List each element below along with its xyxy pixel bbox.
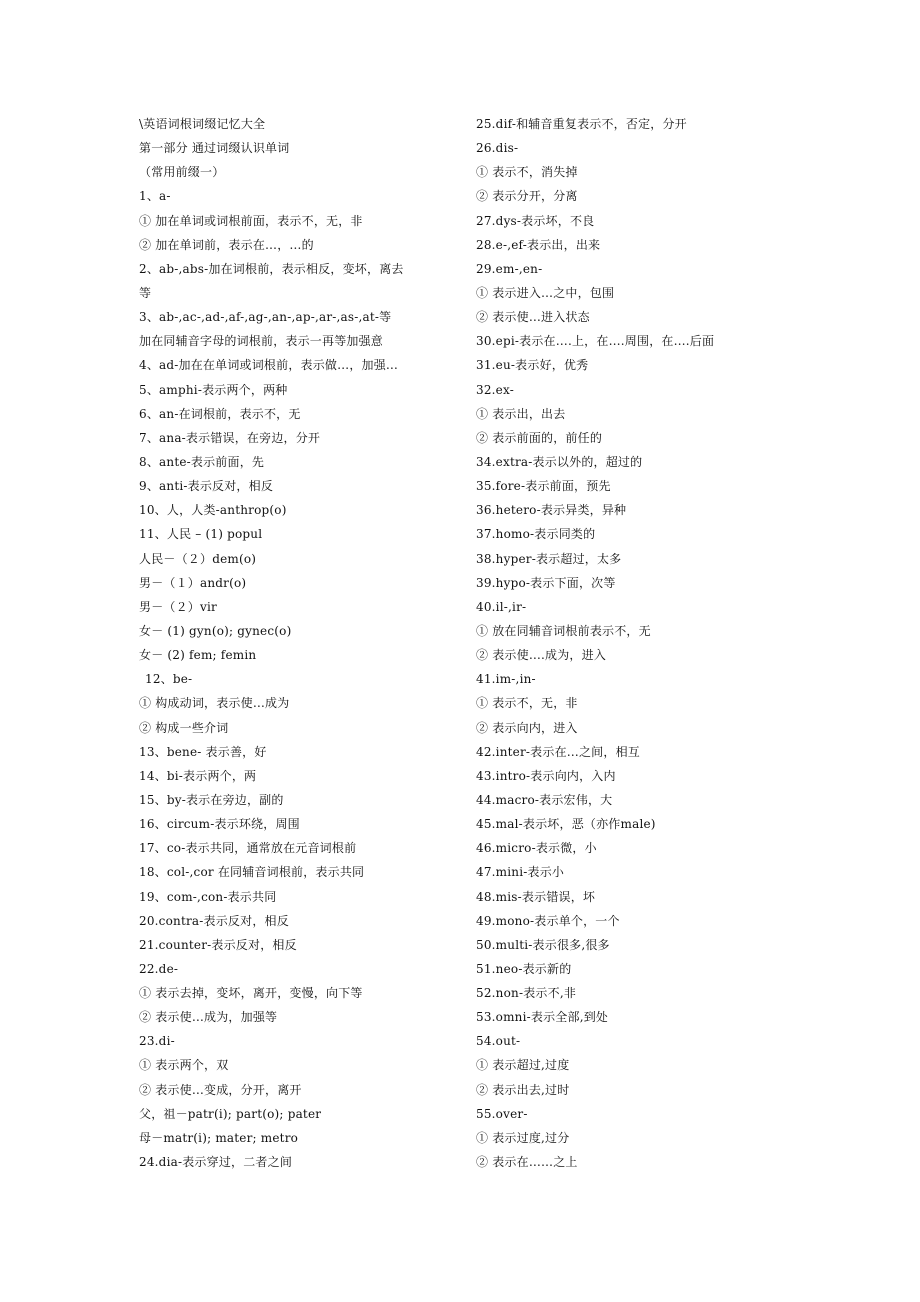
right-column-line: 40.il-,ir- (476, 599, 527, 614)
left-column-line: 12、be- (145, 672, 193, 687)
left-column-line: 19、com-,con-表示共同 (139, 889, 277, 904)
right-column-line: 39.hypo-表示下面，次等 (476, 575, 616, 590)
left-column (139, 112, 457, 1174)
left-column-line: 20.contra-表示反对，相反 (139, 913, 289, 928)
right-column-line: 52.non-表示不,非 (476, 986, 577, 1001)
left-column-line: 第一部分 通过词缀认识单词 (139, 141, 290, 156)
right-column-line: ② 表示向内，进入 (476, 720, 578, 735)
left-column-line: 4、ad-加在在单词或词根前，表示做…，加强… (139, 358, 399, 373)
right-column-line: 29.em-,en- (476, 261, 543, 276)
left-column-line: 17、co-表示共同，通常放在元音词根前 (139, 841, 357, 856)
left-column-line: 21.counter-表示反对，相反 (139, 937, 297, 952)
left-column-line: 8、ante-表示前面，先 (139, 454, 265, 469)
left-column-line: ② 加在单词前，表示在…，…的 (139, 237, 314, 252)
right-column-line: 49.mono-表示单个，一个 (476, 913, 620, 928)
right-column-line: ① 表示过度,过分 (476, 1130, 570, 1145)
right-column-line: 44.macro-表示宏伟，大 (476, 792, 613, 807)
left-column-line: 男－（１）andr(o) (139, 575, 247, 590)
left-column-line: 1、a- (139, 189, 171, 204)
left-column-line: 11、人民 – (1) popul (139, 527, 263, 542)
left-column-line: 10、人，人类-anthrop(o) (139, 503, 287, 518)
left-column-line: 女－ (2) fem; femin (139, 648, 257, 663)
left-column-line: 24.dia-表示穿过，二者之间 (139, 1155, 293, 1170)
left-column-line: 母－matr(i); mater; metro (139, 1130, 299, 1145)
right-column-line: ① 表示进入…之中，包围 (476, 285, 615, 300)
right-column-line: 37.homo-表示同类的 (476, 527, 596, 542)
right-column-line: 46.micro-表示微，小 (476, 841, 597, 856)
left-column-line: 5、amphi-表示两个，两种 (139, 382, 288, 397)
left-column-line: ① 加在单词或词根前面，表示不，无，非 (139, 213, 363, 228)
left-column-line: 男－（２）vir (139, 599, 217, 614)
right-column-line: ② 表示在……之上 (476, 1155, 578, 1170)
right-column-line: 30.epi-表示在….上，在….周围，在….后面 (476, 334, 715, 349)
left-column-line: 22.de- (139, 961, 179, 976)
right-column-line: 41.im-,in- (476, 672, 536, 687)
left-column-line: 9、anti-表示反对，相反 (139, 479, 274, 494)
left-column-line: ① 表示两个，双 (139, 1058, 229, 1073)
left-column-line: 7、ana-表示错误，在旁边，分开 (139, 430, 321, 445)
right-column (476, 112, 806, 1174)
right-column-line: ① 表示超过,过度 (476, 1058, 570, 1073)
left-column-line: ② 构成一些介词 (139, 720, 229, 735)
left-column-line: 女－ (1) gyn(o); gynec(o) (139, 623, 292, 638)
left-column-line: 加在同辅音字母的词根前，表示一再等加强意 (139, 334, 384, 349)
right-column-line: 55.over- (476, 1106, 528, 1121)
left-column-line: 2、ab-,abs-加在词根前，表示相反，变坏，离去 (139, 261, 404, 276)
right-column-line: 53.omni-表示全部,到处 (476, 1010, 609, 1025)
left-column-line: 16、circum-表示环绕，周围 (139, 817, 300, 832)
right-column-line: 42.inter-表示在…之间，相互 (476, 744, 640, 759)
right-column-line: ② 表示分开，分离 (476, 189, 578, 204)
right-column-line: 36.hetero-表示异类，异种 (476, 503, 627, 518)
right-column-line: 48.mis-表示错误，坏 (476, 889, 596, 904)
right-column-line: ① 表示不，消失掉 (476, 165, 578, 180)
right-column-line: 50.multi-表示很多,很多 (476, 937, 610, 952)
left-column-line: \英语词根词缀记忆大全 (139, 117, 266, 131)
left-column-line: ① 表示去掉，变坏，离开，变慢，向下等 (139, 986, 363, 1001)
right-column-line: ① 表示出，出去 (476, 406, 566, 421)
right-column-line: 51.neo-表示新的 (476, 961, 572, 976)
right-column-line: ② 表示使….成为，进入 (476, 648, 607, 663)
right-column-line: 27.dys-表示坏，不良 (476, 213, 595, 228)
right-column-line: 35.fore-表示前面，预先 (476, 479, 611, 494)
left-column-line: 23.di- (139, 1034, 175, 1049)
left-column-line: 3、ab-,ac-,ad-,af-,ag-,an-,ap-,ar-,as-,at-等 (139, 310, 392, 325)
right-column-line: 34.extra-表示以外的，超过的 (476, 454, 643, 469)
right-column-line: 54.out- (476, 1034, 521, 1049)
left-column-line: 15、by-表示在旁边，副的 (139, 792, 284, 807)
right-column-line: 26.dis- (476, 141, 519, 156)
right-column-line: ① 放在同辅音词根前表示不，无 (476, 623, 651, 638)
left-column-line: 18、col-,cor 在同辅音词根前，表示共同 (139, 865, 365, 880)
left-column-line: 14、bi-表示两个，两 (139, 768, 257, 783)
right-column-line: 28.e-,ef-表示出，出来 (476, 237, 601, 252)
right-column-line: 47.mini-表示小 (476, 865, 565, 880)
right-column-line: 38.hyper-表示超过，太多 (476, 551, 622, 566)
left-column-line: 6、an-在词根前，表示不，无 (139, 406, 301, 421)
right-column-line: 25.dif-和辅音重复表示不，否定，分开 (476, 117, 687, 131)
right-column-line: ② 表示使…进入状态 (476, 310, 590, 325)
left-column-line: 父，祖－patr(i); part(o); pater (139, 1106, 322, 1121)
right-column-line: 32.ex- (476, 382, 514, 397)
right-column-line: ① 表示不，无，非 (476, 696, 578, 711)
right-column-line: 31.eu-表示好，优秀 (476, 358, 589, 373)
right-column-line: 43.intro-表示向内，入内 (476, 768, 616, 783)
left-column-line: ② 表示使…成为，加强等 (139, 1010, 278, 1025)
left-column-line: 等 (139, 285, 152, 300)
right-column-line: 45.mal-表示坏，恶（亦作male) (476, 817, 656, 832)
left-column-line: ① 构成动词，表示使…成为 (139, 696, 290, 711)
left-column-line: 13、bene- 表示善，好 (139, 744, 267, 759)
left-column-line: 人民－（２）dem(o) (139, 551, 257, 566)
right-column-line: ② 表示出去,过时 (476, 1082, 570, 1097)
right-column-line: ② 表示前面的，前任的 (476, 430, 603, 445)
left-column-line: （常用前缀一） (139, 165, 225, 180)
left-column-line: ② 表示使…变成，分开，离开 (139, 1082, 302, 1097)
